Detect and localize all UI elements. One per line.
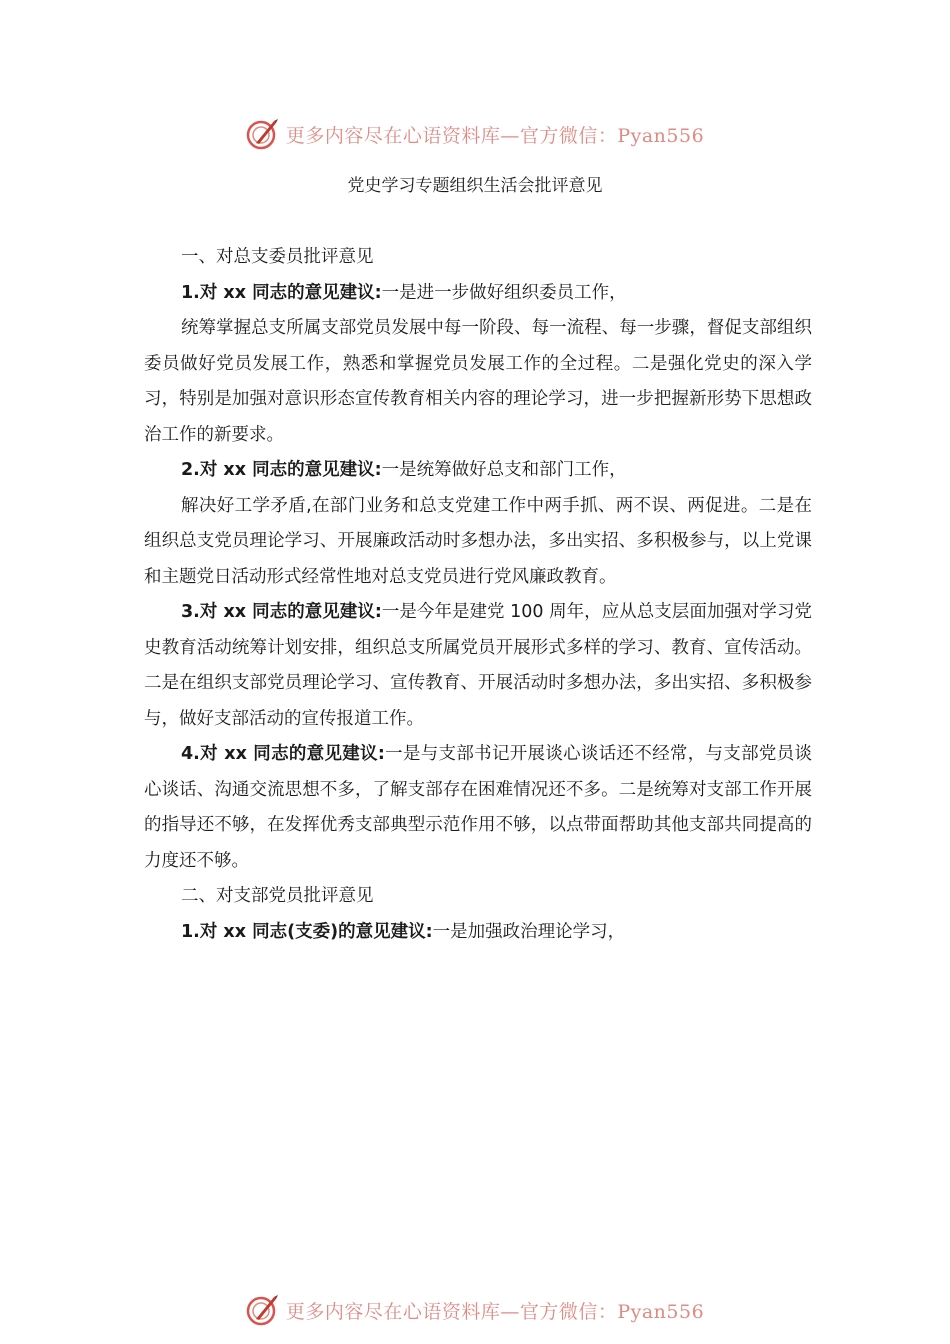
opinion-text: 一是加强政治理论学习， [432, 921, 626, 942]
watermark-banner-bottom [0, 1290, 950, 1330]
opinion-label: 1.对 xx 同志的意见建议: [181, 282, 382, 303]
opinion-label: 1.对 xx 同志(支委)的意见建议: [181, 921, 433, 942]
watermark-text: 更多内容尽在心语资料库—官方微信：Pyan556 [285, 124, 705, 147]
section-heading: 二、对支部党员批评意见 [181, 886, 374, 906]
section-heading: 一、对总支委员批评意见 [181, 247, 374, 267]
opinion-text: 一是进一步做好组织委员工作， [381, 282, 627, 303]
opinion-body: 解决好工学矛盾,在部门业务和总支党建工作中两手抓、两不误、两促进。二是在组织总支党员理论学习、开展廉政活动时多想办法，多出实招、多积极参与，以上党课和主题党日活动形式经常性地对总支党员进行党风廉政教育。 [144, 495, 812, 587]
opinion-label: 2.对 xx 同志的意见建议: [181, 460, 382, 480]
opinion-text: 一是今年是建党 100 周年，应从总支层面加强对学习党史教育活动统筹计划安排，组织总支所属党员开展形式多样的学习、教育、宣传活动。二是在组织支部党员理论学习、宣传教育、开展活动时多想办法，多出实招、多积极参与，做好支部活动的宣传报道工作。 [144, 602, 812, 729]
opinion-text: 一是统筹做好总支和部门工作， [381, 460, 627, 480]
opinion-item [144, 276, 812, 312]
opinion-item [144, 737, 812, 879]
opinion-text: 一是与支部书记开展谈心谈话还不经常，与支部党员谈心谈话、沟通交流思想不多，了解支部存在困难情况还不多。二是统筹对支部工作开展的指导还不够，在发挥优秀支部典型示范作用不够，以点带面帮助其他支部共同提高的力度还不够。 [144, 744, 812, 871]
opinion-label: 3.对 xx 同志的意见建议: [181, 602, 382, 622]
opinion-item [144, 453, 812, 489]
document-title: 党史学习专题组织生活会批评意见 [347, 176, 603, 196]
watermark-banner-top [0, 114, 950, 154]
quill-logo-icon [246, 117, 280, 151]
opinion-item [144, 915, 812, 951]
opinion-item [144, 595, 812, 737]
opinion-body: 统筹掌握总支所属支部党员发展中每一阶段、每一流程、每一步骤，督促支部组织委员做好党员发展工作，熟悉和掌握党员发展工作的全过程。二是强化党史的深入学习，特别是加强对意识形态宣传教育相关内容的理论学习，进一步把握新形势下思想政治工作的新要求。 [144, 318, 812, 445]
watermark-text: 更多内容尽在心语资料库—官方微信：Pyan556 [285, 1300, 705, 1323]
quill-logo-icon [246, 1293, 280, 1327]
opinion-label: 4.对 xx 同志的意见建议: [181, 744, 385, 764]
document-body [144, 240, 812, 950]
